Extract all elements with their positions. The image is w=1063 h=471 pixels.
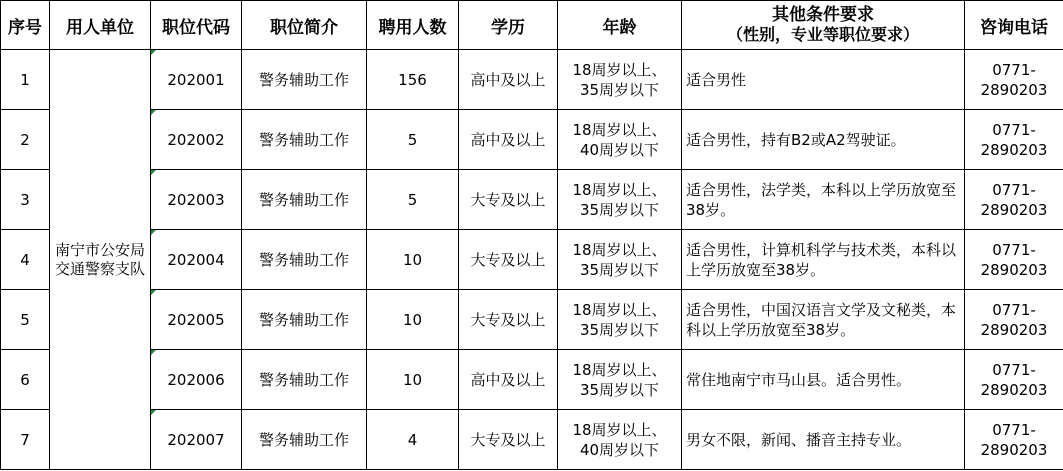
cell-desc: 警务辅助工作 [242, 170, 367, 230]
cell-age-line2: 35周岁以下 [579, 80, 660, 99]
cell-phone-line2: 2890203 [980, 320, 1048, 339]
cell-desc: 警务辅助工作 [242, 410, 367, 470]
cell-code-text: 202001 [167, 70, 225, 89]
cell-desc: 警务辅助工作 [242, 350, 367, 410]
header-phone: 咨询电话 [965, 1, 1063, 50]
cell-count: 10 [367, 230, 459, 290]
cell-phone-line1: 0771- [992, 360, 1036, 379]
cell-age [558, 410, 682, 470]
cell-seq: 6 [1, 350, 50, 410]
cell-unit: 南宁市公安局交通警察支队 [50, 50, 151, 470]
cell-desc: 警务辅助工作 [242, 50, 367, 110]
cell-code-text: 202005 [167, 310, 225, 329]
cell-phone-line1: 0771- [992, 240, 1036, 259]
cell-age [558, 290, 682, 350]
cell-age-line1: 18周岁以上、 [572, 420, 667, 439]
cell-seq: 1 [1, 50, 50, 110]
header-desc: 职位简介 [242, 1, 367, 50]
cell-phone [965, 110, 1063, 170]
cell-other: 适合男性，计算机科学与技术类，本科以上学历放宽至38岁。 [682, 230, 965, 290]
cell-age-line2: 35周岁以下 [579, 260, 660, 279]
cell-count: 5 [367, 110, 459, 170]
cell-count: 10 [367, 350, 459, 410]
cell-seq: 4 [1, 230, 50, 290]
cell-code-text: 202007 [167, 430, 225, 449]
header-other-line1: 其他条件要求 [772, 5, 874, 25]
cell-age-line1: 18周岁以上、 [572, 120, 667, 139]
cell-age [558, 50, 682, 110]
cell-seq: 3 [1, 170, 50, 230]
cell-phone [965, 410, 1063, 470]
table-row [1, 230, 1063, 290]
table-row [1, 350, 1063, 410]
cell-age-line2: 40周岁以下 [579, 440, 660, 459]
cell-age-line1: 18周岁以上、 [572, 360, 667, 379]
header-seq: 序号 [1, 1, 50, 50]
cell-phone-line1: 0771- [992, 180, 1036, 199]
cell-age [558, 110, 682, 170]
cell-phone [965, 350, 1063, 410]
cell-desc: 警务辅助工作 [242, 230, 367, 290]
cell-code [151, 290, 242, 350]
cell-edu: 大专及以上 [459, 410, 558, 470]
cell-phone-line2: 2890203 [980, 260, 1048, 279]
cell-marker-icon [151, 410, 156, 415]
cell-age-line1: 18周岁以上、 [572, 240, 667, 259]
cell-age [558, 350, 682, 410]
cell-phone-line2: 2890203 [980, 80, 1048, 99]
header-other-line2: （性别，专业等职位要求） [726, 25, 919, 44]
cell-edu: 大专及以上 [459, 170, 558, 230]
table-row [1, 410, 1063, 470]
table-row [1, 110, 1063, 170]
cell-edu: 高中及以上 [459, 110, 558, 170]
table-row [1, 290, 1063, 350]
cell-phone-line2: 2890203 [980, 140, 1048, 159]
cell-edu: 高中及以上 [459, 350, 558, 410]
header-edu: 学历 [459, 1, 558, 50]
header-code: 职位代码 [151, 1, 242, 50]
cell-code [151, 350, 242, 410]
cell-other: 男女不限，新闻、播音主持专业。 [682, 410, 965, 470]
cell-age [558, 170, 682, 230]
table-row [1, 170, 1063, 230]
cell-count: 10 [367, 290, 459, 350]
table-row [1, 50, 1063, 110]
cell-age [558, 230, 682, 290]
cell-phone-line2: 2890203 [980, 380, 1048, 399]
header-age: 年龄 [558, 1, 682, 50]
cell-phone [965, 50, 1063, 110]
cell-other: 适合男性，持有B2或A2驾驶证。 [682, 110, 965, 170]
cell-code-text: 202004 [167, 250, 225, 269]
cell-marker-icon [151, 230, 156, 235]
cell-phone-line1: 0771- [992, 420, 1036, 439]
cell-code-text: 202006 [167, 370, 225, 389]
cell-edu: 大专及以上 [459, 290, 558, 350]
cell-phone [965, 290, 1063, 350]
cell-age-line1: 18周岁以上、 [572, 60, 667, 79]
cell-desc: 警务辅助工作 [242, 110, 367, 170]
cell-code-text: 202003 [167, 190, 225, 209]
cell-age-line1: 18周岁以上、 [572, 300, 667, 319]
cell-code [151, 110, 242, 170]
cell-phone-line1: 0771- [992, 60, 1036, 79]
cell-code [151, 410, 242, 470]
cell-count: 4 [367, 410, 459, 470]
header-row [1, 1, 1063, 50]
cell-edu: 大专及以上 [459, 230, 558, 290]
cell-code [151, 230, 242, 290]
cell-phone-line1: 0771- [992, 300, 1036, 319]
cell-other: 适合男性 [682, 50, 965, 110]
cell-code [151, 50, 242, 110]
cell-edu: 高中及以上 [459, 50, 558, 110]
cell-phone-line2: 2890203 [980, 200, 1048, 219]
cell-count: 5 [367, 170, 459, 230]
cell-phone [965, 170, 1063, 230]
cell-seq: 5 [1, 290, 50, 350]
cell-phone-line1: 0771- [992, 120, 1036, 139]
cell-marker-icon [151, 50, 156, 55]
cell-seq: 7 [1, 410, 50, 470]
cell-age-line2: 35周岁以下 [579, 200, 660, 219]
cell-count: 156 [367, 50, 459, 110]
cell-seq: 2 [1, 110, 50, 170]
header-count: 聘用人数 [367, 1, 459, 50]
header-unit: 用人单位 [50, 1, 151, 50]
cell-other: 适合男性，法学类，本科以上学历放宽至38岁。 [682, 170, 965, 230]
cell-other: 适合男性，中国汉语言文学及文秘类，本科以上学历放宽至38岁。 [682, 290, 965, 350]
cell-age-line2: 35周岁以下 [579, 320, 660, 339]
cell-age-line2: 35周岁以下 [579, 380, 660, 399]
cell-marker-icon [151, 170, 156, 175]
cell-phone-line2: 2890203 [980, 440, 1048, 459]
cell-marker-icon [151, 290, 156, 295]
cell-marker-icon [151, 110, 156, 115]
cell-age-line2: 40周岁以下 [579, 140, 660, 159]
cell-code-text: 202002 [167, 130, 225, 149]
cell-desc: 警务辅助工作 [242, 290, 367, 350]
cell-marker-icon [151, 350, 156, 355]
cell-age-line1: 18周岁以上、 [572, 180, 667, 199]
cell-code [151, 170, 242, 230]
header-other [682, 1, 965, 50]
cell-other: 常住地南宁市马山县。适合男性。 [682, 350, 965, 410]
cell-phone [965, 230, 1063, 290]
